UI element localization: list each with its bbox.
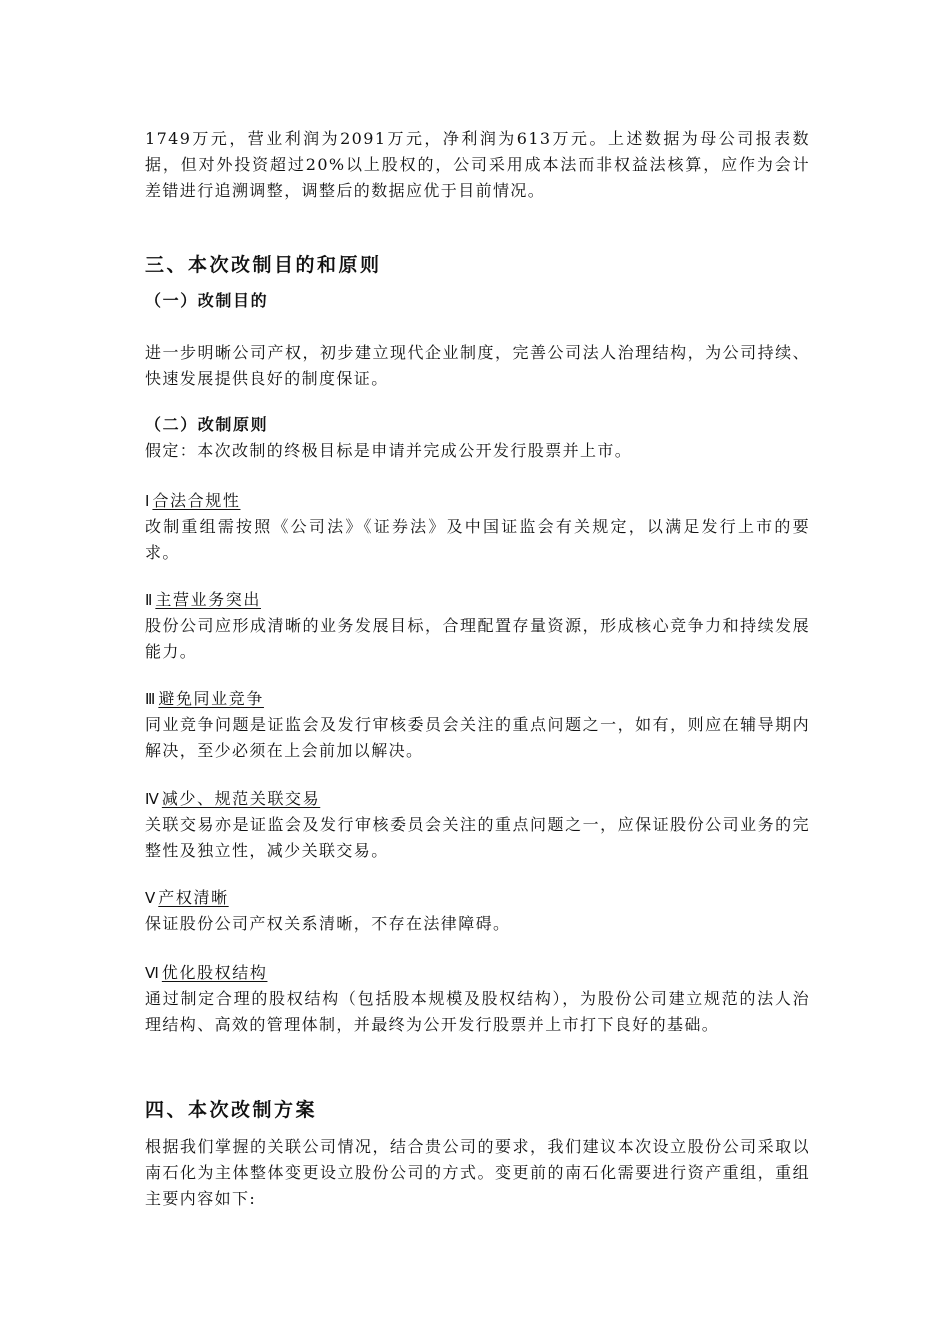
principle-text: 同业竞争问题是证监会及发行审核委员会关注的重点问题之一，如有，则应在辅导期内解决，至少必须在上会前加以解决。 bbox=[145, 715, 810, 760]
principle-text: 股份公司应形成清晰的业务发展目标，合理配置存量资源，形成核心竞争力和持续发展能力。 bbox=[145, 616, 810, 661]
principle-number: Ⅰ bbox=[145, 492, 150, 510]
principle-number: Ⅱ bbox=[145, 591, 153, 609]
section-4-title: 四、本次改制方案 bbox=[145, 1099, 318, 1121]
principle-item-title bbox=[145, 786, 320, 812]
principle-label: 优化股权结构 bbox=[161, 963, 268, 982]
purpose-heading: （一）改制目的 bbox=[145, 291, 269, 310]
principle-label: 主营业务突出 bbox=[155, 590, 261, 609]
principle-item-title bbox=[145, 587, 261, 613]
principle-item-title bbox=[145, 960, 267, 986]
principle-item-title bbox=[145, 686, 264, 712]
principle-label: 合法合规性 bbox=[152, 491, 241, 510]
principle-text: 保证股份公司产权关系清晰，不存在法律障碍。 bbox=[145, 914, 511, 933]
principle-item-title bbox=[145, 885, 229, 911]
principle-number: Ⅲ bbox=[145, 690, 156, 708]
section-3-title: 三、本次改制目的和原则 bbox=[145, 254, 382, 276]
principle-label: 减少、规范关联交易 bbox=[161, 789, 321, 808]
principle-text: 改制重组需按照《公司法》《证券法》及中国证监会有关规定，以满足发行上市的要求。 bbox=[145, 517, 810, 562]
principles-heading: （二）改制原则 bbox=[145, 415, 269, 434]
principle-label: 避免同业竞争 bbox=[158, 689, 264, 708]
principle-number: Ⅵ bbox=[145, 964, 159, 982]
principle-text: 通过制定合理的股权结构（包括股本规模及股权结构），为股份公司建立规范的法人治理结构、高效的管理体制，并最终为公开发行股票并上市打下良好的基础。 bbox=[145, 989, 810, 1034]
principle-number: Ⅳ bbox=[145, 790, 159, 808]
principle-number: Ⅴ bbox=[145, 889, 156, 907]
principles-assumption: 假定：本次改制的终极目标是申请并完成公开发行股票并上市。 bbox=[145, 441, 633, 460]
principle-label: 产权清晰 bbox=[158, 888, 229, 907]
section-4-text: 根据我们掌握的关联公司情况，结合贵公司的要求，我们建议本次设立股份公司采取以南石化为主体整体变更设立股份公司的方式。变更前的南石化需要进行资产重组，重组主要内容如下: bbox=[145, 1137, 810, 1208]
intro-paragraph: 1749万元，营业利润为2091万元，净利润为613万元。上述数据为母公司报表数据，但对外投资超过20%以上股权的，公司采用成本法而非权益法核算，应作为会计差错进行追溯调整，调整后的数据应优于目前情况。 bbox=[145, 129, 810, 200]
principle-text: 关联交易亦是证监会及发行审核委员会关注的重点问题之一，应保证股份公司业务的完整性及独立性，减少关联交易。 bbox=[145, 815, 810, 860]
purpose-text: 进一步明晰公司产权，初步建立现代企业制度，完善公司法人治理结构，为公司持续、快速发展提供良好的制度保证。 bbox=[145, 343, 810, 388]
principle-item-title bbox=[145, 488, 240, 514]
